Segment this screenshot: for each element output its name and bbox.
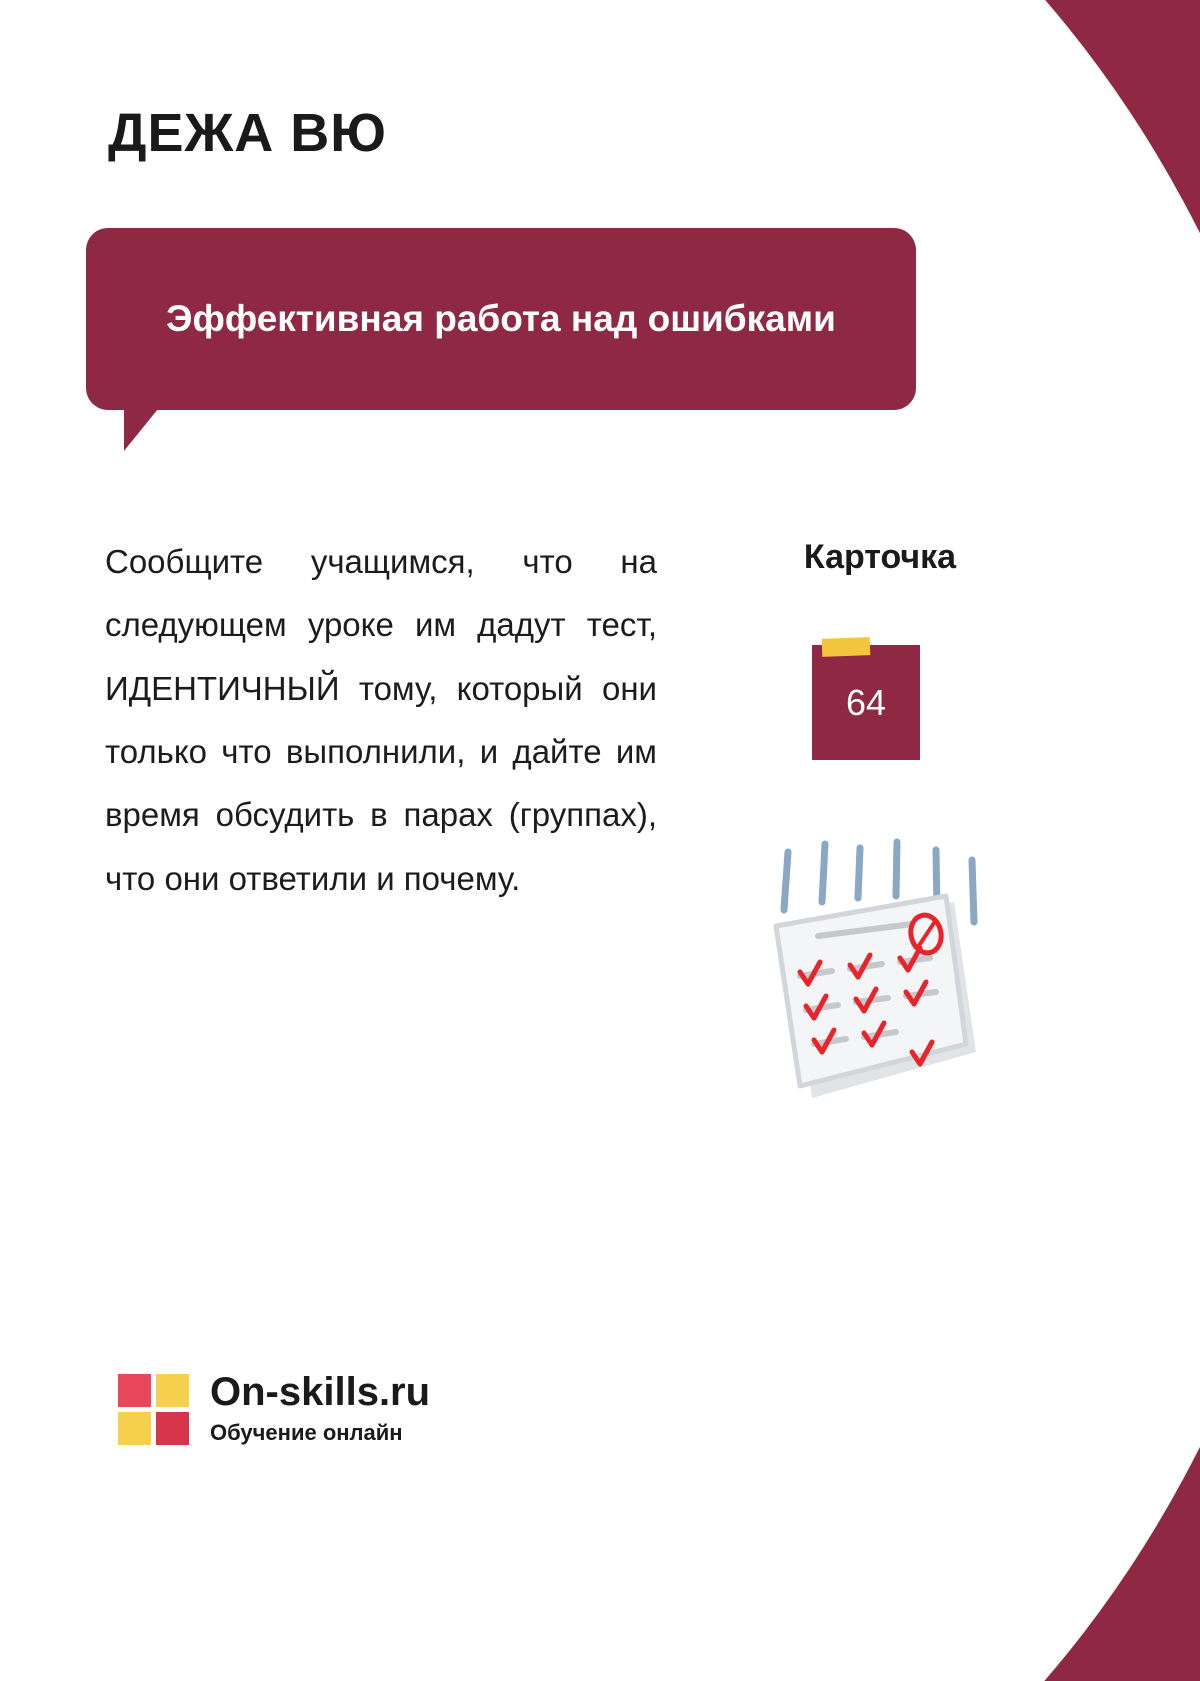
- banner-text: Эффективная работа над ошибками: [166, 298, 836, 339]
- logo-title: On-skills.ru: [210, 1370, 431, 1414]
- page-title: ДЕЖА ВЮ: [108, 103, 387, 163]
- four-squares-logo-icon: [118, 1374, 190, 1446]
- banner-tail-icon: [124, 409, 158, 451]
- body-paragraph: Сообщите учащимся, что на следующем уроке им дадут тест, ИДЕНТИЧНЫЙ тому, который они только что выполнили, и дайте им время обсудить в парах (группах), что они ответили и почему.: [105, 543, 657, 897]
- banner-speech-bubble: [86, 228, 916, 410]
- card-number: 64: [845, 681, 887, 723]
- logo-subtitle: Обучение онлайн: [210, 1420, 403, 1445]
- footer-logo: [118, 1368, 538, 1452]
- card-label: Карточка: [803, 538, 957, 576]
- marked-test-paper-illustration: [740, 830, 1040, 1130]
